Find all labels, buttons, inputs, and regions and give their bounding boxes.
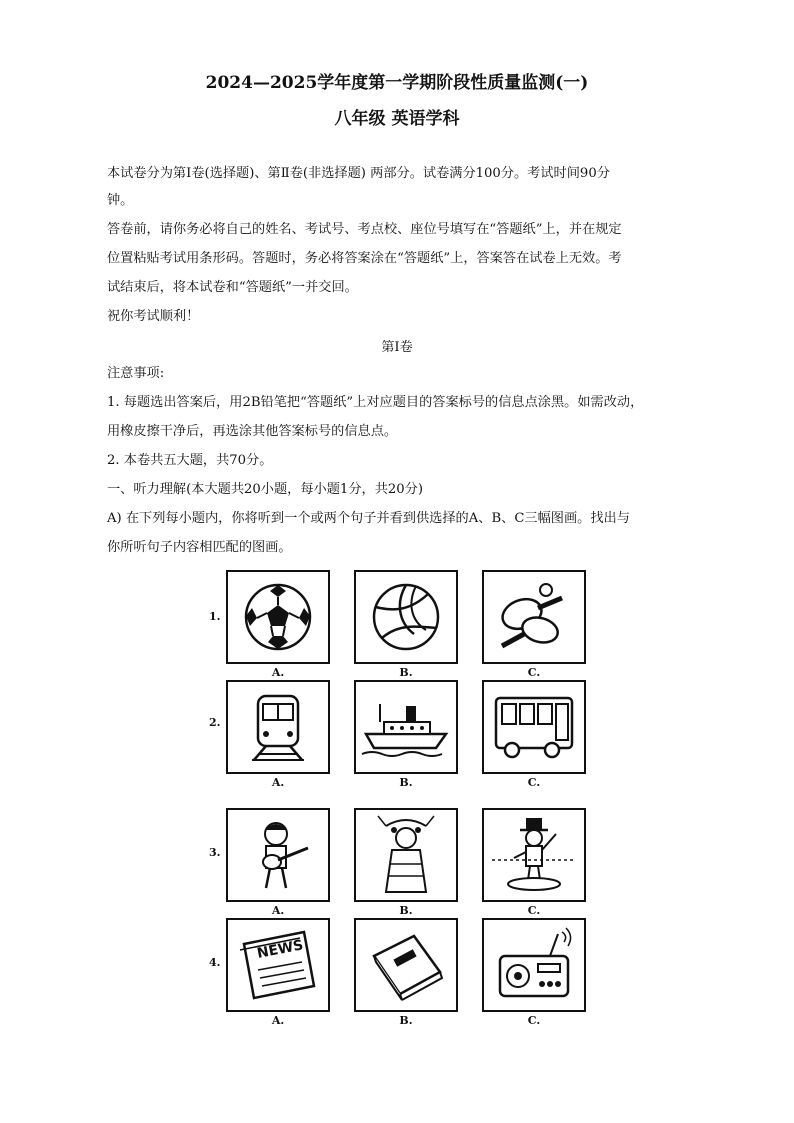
page-title: 2024—2025学年度第一学期阶段性质量监测(一) [205, 73, 589, 93]
q4-option-b-picture [354, 918, 458, 1012]
q2-label-c: C. [527, 776, 541, 789]
q2-option-c-picture [482, 680, 586, 774]
q4-label-b: B. [399, 1014, 413, 1027]
notes-title: 注意事项: [107, 366, 165, 381]
q1-option-c-picture [482, 570, 586, 664]
bus-icon [484, 682, 584, 772]
intro-line-6: 祝你考试顺利！ [107, 309, 200, 324]
section-heading: 第Ⅰ卷 [381, 340, 413, 355]
q4-option-a-picture [226, 918, 330, 1012]
q4-label-c: C. [527, 1014, 541, 1027]
newspaper-icon [228, 920, 328, 1010]
intro-line-3: 答卷前，请你务必将自己的姓名、考试号、考点校、座位号填写在“答题纸”上，并在规定 [107, 222, 622, 237]
q3-option-a-picture [226, 808, 330, 902]
q1-label-b: B. [399, 666, 413, 679]
question-4-number: 4. [209, 956, 221, 969]
question-1-number: 1. [209, 610, 221, 623]
instruction-b: 你所听句子内容相匹配的图画。 [107, 540, 292, 555]
q2-option-a-picture [226, 680, 330, 774]
opera-performer-icon [356, 810, 456, 900]
q3-label-b: B. [399, 904, 413, 917]
radio-icon [484, 920, 584, 1010]
q1-label-a: A. [271, 666, 285, 679]
soccer-ball-icon [228, 572, 328, 662]
part-title: 一、听力理解(本大题共20小题，每小题1分，共20分) [107, 482, 423, 497]
magazine-icon [356, 920, 456, 1010]
question-2-number: 2. [209, 716, 221, 729]
q3-label-c: C. [527, 904, 541, 917]
note-2: 2. 本卷共五大题，共70分。 [107, 453, 273, 468]
q3-option-c-picture [482, 808, 586, 902]
note-1a: 1. 每题选出答案后，用2B铅笔把“答题纸”上对应题目的答案标号的信息点涂黑。如需改动， [107, 395, 644, 410]
page-subtitle: 八年级 英语学科 [334, 109, 460, 129]
q3-label-a: A. [271, 904, 285, 917]
note-1b: 用橡皮擦干净后，再选涂其他答案标号的信息点。 [107, 424, 398, 439]
question-3-number: 3. [209, 846, 221, 859]
q2-option-b-picture [354, 680, 458, 774]
magician-icon [484, 810, 584, 900]
q2-label-a: A. [271, 776, 285, 789]
q4-label-a: A. [271, 1014, 285, 1027]
volleyball-icon [356, 572, 456, 662]
q1-option-b-picture [354, 570, 458, 664]
boy-guitar-icon [228, 810, 328, 900]
ping-pong-paddle-icon [484, 572, 584, 662]
newspaper-text: NEWS [255, 937, 305, 962]
intro-line-4: 位置粘贴考试用条形码。答题时，务必将答案涂在“答题纸”上，答案答在试卷上无效。考 [107, 251, 622, 266]
intro-line-5: 试结束后，将本试卷和“答题纸”一并交回。 [107, 280, 358, 295]
q1-label-c: C. [527, 666, 541, 679]
train-icon [228, 682, 328, 772]
ship-icon [356, 682, 456, 772]
q4-option-c-picture [482, 918, 586, 1012]
intro-line-1: 本试卷分为第Ⅰ卷(选择题)、第Ⅱ卷(非选择题) 两部分。试卷满分100分。考试时间90分 [107, 166, 610, 181]
q3-option-b-picture [354, 808, 458, 902]
instruction-a: A) 在下列每小题内，你将听到一个或两个句子并看到供选择的A、B、C三幅图画。找出与 [107, 511, 630, 526]
q1-option-a-picture [226, 570, 330, 664]
intro-line-2: 钟。 [107, 193, 134, 208]
q2-label-b: B. [399, 776, 413, 789]
